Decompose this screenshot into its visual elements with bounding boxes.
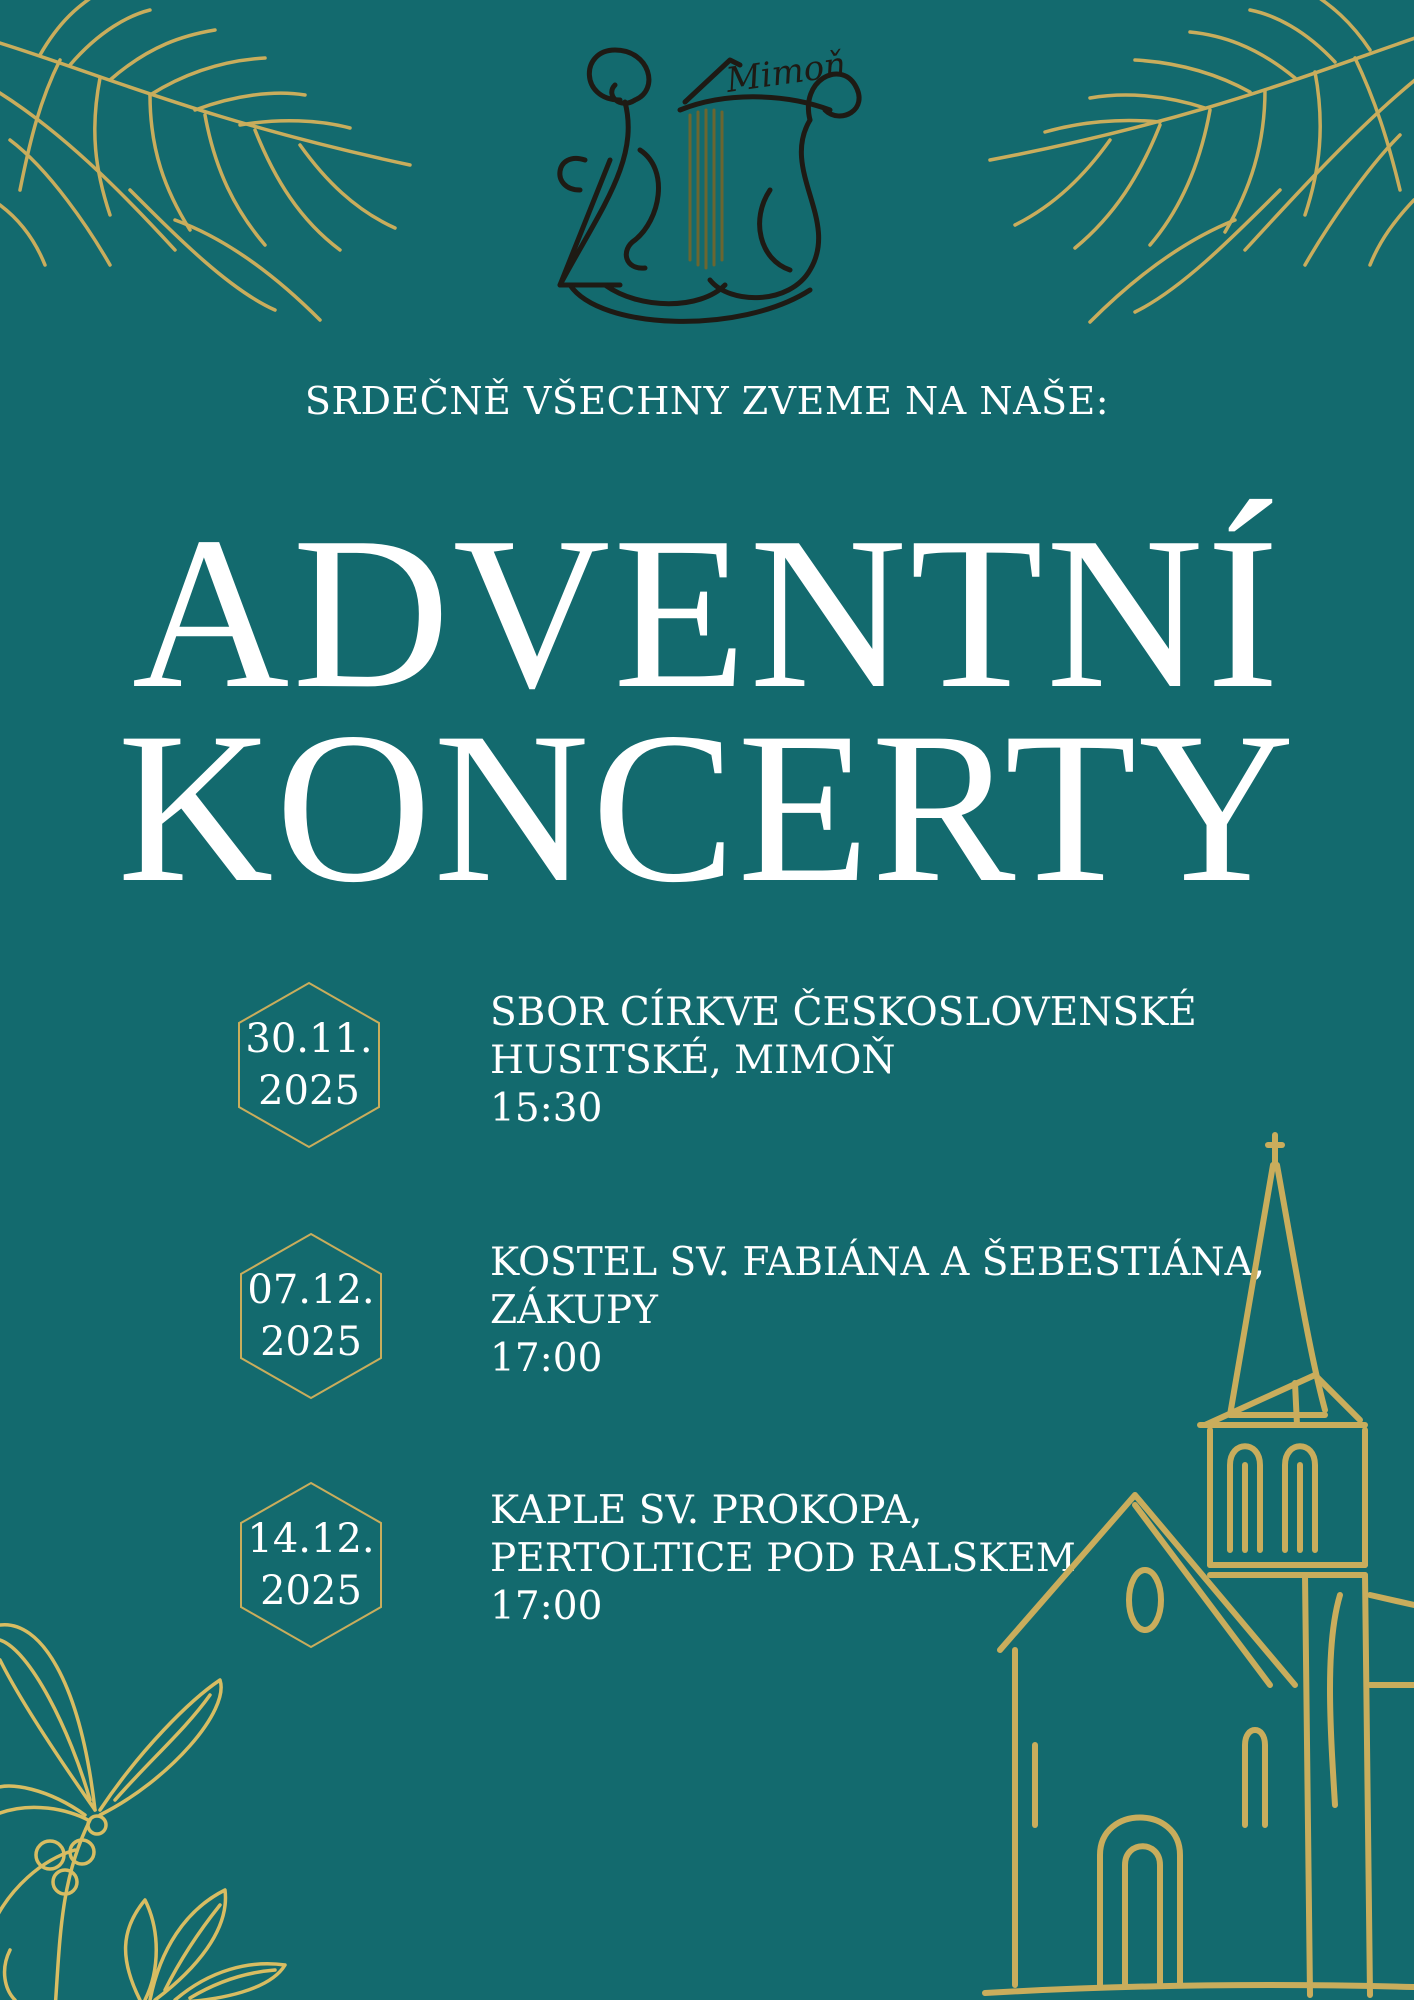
event-date-year: 2025: [260, 1568, 362, 1614]
pine-branch-top-right-icon: [970, 0, 1414, 340]
logo-script-text: Mimoň: [723, 44, 849, 101]
date-badge: [236, 981, 382, 1149]
event-date-day: 07.12.: [247, 1267, 375, 1313]
event-date-year: 2025: [260, 1319, 362, 1365]
event-date-day: 14.12.: [247, 1516, 375, 1562]
lyre-logo-icon: [510, 40, 880, 340]
event-date-day: 30.11.: [245, 1016, 373, 1062]
church-icon: [985, 1125, 1414, 2000]
title-line-2: KONCERTY: [117, 688, 1297, 927]
event-place-line-2: ZÁKUPY: [490, 1288, 658, 1333]
event-place-line-1: SBOR CÍRKVE ČESKOSLOVENSKÉ: [490, 990, 1197, 1035]
date-badge: [238, 1232, 384, 1400]
event-date-year: 2025: [258, 1068, 360, 1114]
mistletoe-icon: [0, 1620, 300, 2000]
event-place-line-1: KOSTEL SV. FABIÁNA A ŠEBESTIÁNA,: [490, 1240, 1266, 1285]
event-time: 15:30: [490, 1086, 603, 1131]
event-time: 17:00: [490, 1336, 603, 1381]
event-place-line-1: KAPLE SV. PROKOPA,: [490, 1488, 923, 1533]
event-place-line-2: PERTOLTICE POD RALSKEM: [490, 1536, 1076, 1581]
event-place-line-2: HUSITSKÉ, MIMOŇ: [490, 1038, 896, 1083]
pine-branch-top-left-icon: [0, 0, 430, 340]
title-line-1: ADVENTNÍ: [131, 493, 1283, 734]
event-time: 17:00: [490, 1584, 603, 1629]
invite-text: SRDEČNĚ VŠECHNY ZVEME NA NAŠE:: [304, 379, 1110, 423]
